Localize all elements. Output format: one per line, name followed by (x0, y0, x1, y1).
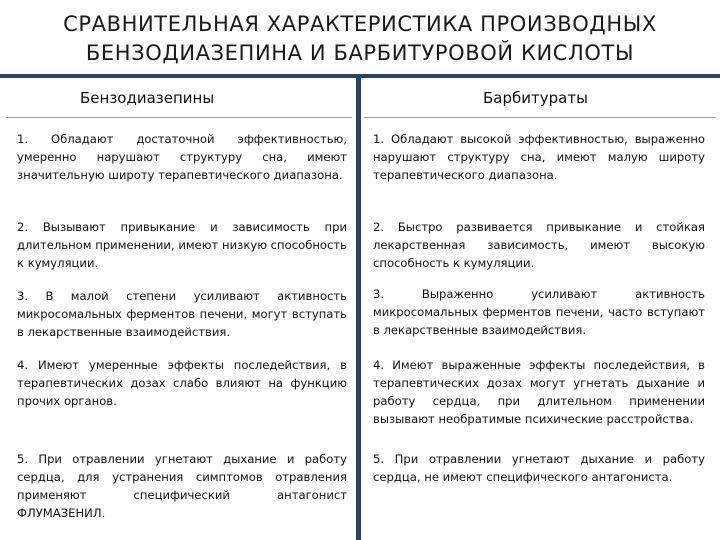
header-underline-right (364, 117, 716, 118)
page-title-line-1: СРАВНИТЕЛЬНАЯ ХАРАКТЕРИСТИКА ПРОИЗВОДНЫХ (63, 12, 657, 36)
right-item-2: 2. Быстро развивается привыкание и стойкая лекарственная зависимость, имеют высокую способность к кумуляции. (373, 220, 705, 270)
column-header-benzodiazepines: Бензодиазепины (80, 89, 215, 107)
left-item-1: 1. Обладают достаточной эффективностью, умеренно нарушают структуру сна, имеют значительную широту терапевтического диапазона. (17, 132, 347, 182)
left-item-5: 5. При отравлении угнетают дыхание и работу сердца, для устранения симптомов отравления применяют специфический антагонист ФЛУМАЗЕНИЛ. (17, 452, 347, 520)
page-title (0, 10, 720, 68)
left-item-3: 3. В малой степени усиливают активность микросомальных ферментов печени, могут вступать в лекарственные взаимодействия. (17, 289, 347, 339)
left-item-4: 4. Имеют умеренные эффекты последействия, в терапевтических дозах слабо влияют на функцию прочих органов. (17, 358, 347, 408)
right-item-3: 3. Выраженно усиливают активность микросомальных ферментов печени, часто вступают в лекарственные взаимодействия. (373, 287, 705, 337)
right-item-4: 4. Имеют выраженные эффекты последействия, в терапевтических дозах могут угнетать дыхание и работу сердца, при длительном применении вызывают необратимые психические расстройства. (373, 358, 705, 426)
header-underline-left (6, 117, 352, 118)
right-item-5: 5. При отравлении угнетают дыхание и работу сердца, не имеют специфического антагониста. (373, 452, 705, 484)
column-divider (356, 78, 361, 540)
left-item-2: 2. Вызывают привыкание и зависимость при длительном применении, имеют низкую способность к кумуляции. (17, 220, 347, 270)
column-header-barbiturates: Барбитураты (483, 89, 588, 107)
right-item-1: 1. Обладают высокой эффективностью, выраженно нарушают структуру сна, имеют малую широту терапевтического диапазона. (373, 132, 705, 182)
page-title-line-2: БЕНЗОДИАЗЕПИНА И БАРБИТУРОВОЙ КИСЛОТЫ (85, 41, 635, 65)
